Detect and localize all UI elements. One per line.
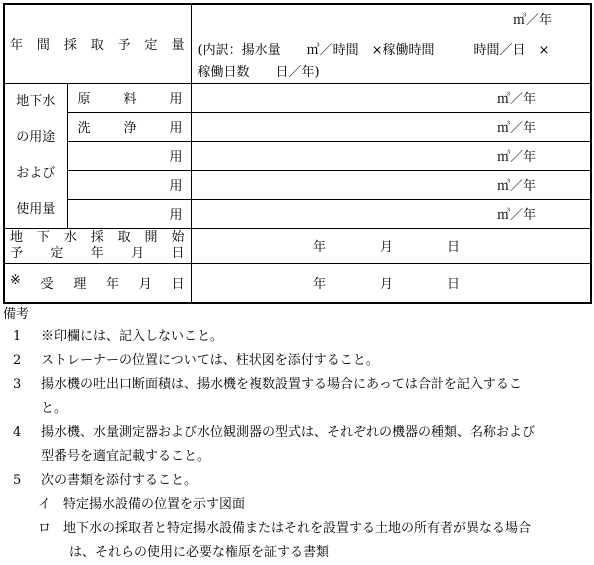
start-label-char: 開	[144, 229, 158, 245]
remark-item-text: ※印欄には、記入しないこと。	[41, 329, 224, 344]
remark-subitem-number: ロ	[38, 521, 52, 536]
usage-unit: ㎥／年	[497, 121, 537, 136]
usage-unit: ㎥／年	[497, 92, 537, 107]
start-label-char: 取	[117, 229, 131, 245]
received-date-row	[4, 263, 591, 303]
annual-unit: ㎥／年	[513, 13, 553, 28]
received-label-char: 月	[138, 277, 152, 293]
remark-item-text: 揚水機の吐出口断面積は、揚水機を複数設置する場合にあっては合計を記入するこ	[41, 377, 522, 392]
start-label-char: 採	[90, 229, 104, 245]
usage-name-char: 洗	[77, 121, 91, 136]
usage-amount-cell[interactable]	[191, 170, 591, 199]
start-label-char: 予	[10, 245, 24, 261]
remark-subitem	[3, 493, 591, 517]
usage-unit: ㎥／年	[497, 208, 537, 223]
remark-item	[3, 421, 591, 469]
start-label-char: 年	[90, 245, 104, 261]
usage-name-cell[interactable]	[67, 199, 191, 228]
annual-label-char: 年	[10, 38, 24, 54]
received-label-char: 理	[73, 277, 87, 293]
usage-unit: ㎥／年	[497, 179, 537, 194]
remark-item-text-continued: 型番号を適宜記載すること。	[41, 449, 211, 464]
breakdown-line-2: 稼働日数 日／年)	[197, 65, 320, 80]
annual-label-char: 定	[144, 38, 158, 54]
received-label-char: 日	[171, 277, 185, 293]
application-form-table	[3, 3, 592, 304]
remark-item-number: 3	[13, 377, 22, 392]
remark-subitem	[3, 517, 591, 565]
start-label-char: 月	[131, 245, 145, 261]
start-day-label: 日	[447, 240, 461, 255]
received-date-value-cell[interactable]	[191, 263, 591, 303]
usage-name-char: 用	[169, 150, 183, 165]
usage-name-cell[interactable]	[67, 112, 191, 141]
remark-item-number: 5	[13, 473, 22, 488]
usage-group-line: の用途	[16, 129, 56, 145]
received-date-label	[4, 263, 191, 303]
usage-name-cell[interactable]	[67, 141, 191, 170]
annual-label-char: 取	[90, 38, 104, 54]
remark-item	[3, 373, 591, 421]
remark-item-text: 次の書類を添付すること。	[41, 473, 198, 488]
usage-name-char: 用	[169, 121, 183, 136]
usage-name-char: 用	[169, 179, 183, 194]
usage-name-char: 用	[169, 208, 183, 223]
received-day-label: 日	[447, 277, 461, 293]
usage-name-char: 浄	[123, 121, 137, 136]
start-label-char: 水	[63, 229, 77, 245]
annual-extraction-row	[4, 4, 591, 83]
usage-name-cell[interactable]	[67, 170, 191, 199]
remark-subitem-text-continued: は、それらの使用に必要な権原を証する書類	[69, 545, 330, 560]
usage-amount-cell[interactable]	[191, 199, 591, 228]
remark-subitem-number: イ	[38, 497, 52, 512]
remarks-section	[3, 305, 591, 565]
start-label-char: 定	[50, 245, 64, 261]
remark-item-text: ストレーナーの位置については、柱状図を添付すること。	[41, 353, 379, 368]
start-label-char: 始	[171, 229, 185, 245]
annual-label-char: 採	[63, 38, 77, 54]
received-label-char: ※	[10, 273, 21, 289]
start-date-label	[4, 228, 191, 263]
remark-item-text: 揚水機、水量測定器および水位観測器の型式は、それぞれの機器の種類、名称および	[41, 425, 536, 440]
usage-unit: ㎥／年	[497, 150, 537, 165]
usage-row	[4, 141, 591, 170]
start-year-label: 年	[312, 240, 326, 255]
remark-item-number: 1	[13, 329, 22, 344]
breakdown-line-1: (内訳：揚水量 ㎥／時間 ×稼働時間 時間／日 ×	[197, 43, 550, 58]
usage-group-label	[4, 83, 67, 228]
remark-subitem-text: 地下水の採取者と特定揚水設備またはそれを設置する土地の所有者が異なる場合	[63, 521, 532, 536]
annual-extraction-value-cell[interactable]	[191, 4, 591, 83]
remark-item	[3, 325, 591, 349]
start-label-char: 地	[10, 229, 24, 245]
usage-row	[4, 199, 591, 228]
usage-name-char: 原	[77, 92, 91, 107]
remarks-header: 備考	[3, 307, 30, 322]
usage-row	[4, 83, 591, 112]
start-month-label: 月	[379, 240, 393, 255]
annual-label-char: 予	[117, 38, 131, 54]
usage-group-line: および	[16, 165, 56, 181]
remark-subitem-text: 特定揚水設備の位置を示す図面	[63, 497, 246, 512]
annual-label-char: 間	[36, 38, 50, 54]
start-date-row	[4, 228, 591, 263]
remark-item-text-continued: と。	[41, 401, 68, 416]
start-label-char: 日	[171, 245, 185, 261]
remark-item	[3, 469, 591, 493]
start-date-value-cell[interactable]	[191, 228, 591, 263]
usage-name-char: 用	[169, 92, 183, 107]
remark-item-number: 2	[13, 353, 22, 368]
received-label-char: 年	[106, 277, 120, 293]
usage-row	[4, 170, 591, 199]
usage-amount-cell[interactable]	[191, 83, 591, 112]
annual-label-char: 量	[171, 38, 185, 54]
usage-name-char: 料	[123, 92, 137, 107]
received-year-label: 年	[312, 277, 326, 293]
start-label-char: 下	[36, 229, 50, 245]
usage-name-cell[interactable]	[67, 83, 191, 112]
received-month-label: 月	[379, 277, 393, 293]
usage-row	[4, 112, 591, 141]
usage-amount-cell[interactable]	[191, 141, 591, 170]
usage-group-line: 地下水	[16, 93, 56, 109]
remark-item-number: 4	[13, 425, 22, 440]
usage-group-line: 使用量	[16, 201, 56, 217]
usage-amount-cell[interactable]	[191, 112, 591, 141]
annual-extraction-label	[4, 4, 191, 83]
remark-item	[3, 349, 591, 373]
received-label-char: 受	[40, 277, 54, 293]
